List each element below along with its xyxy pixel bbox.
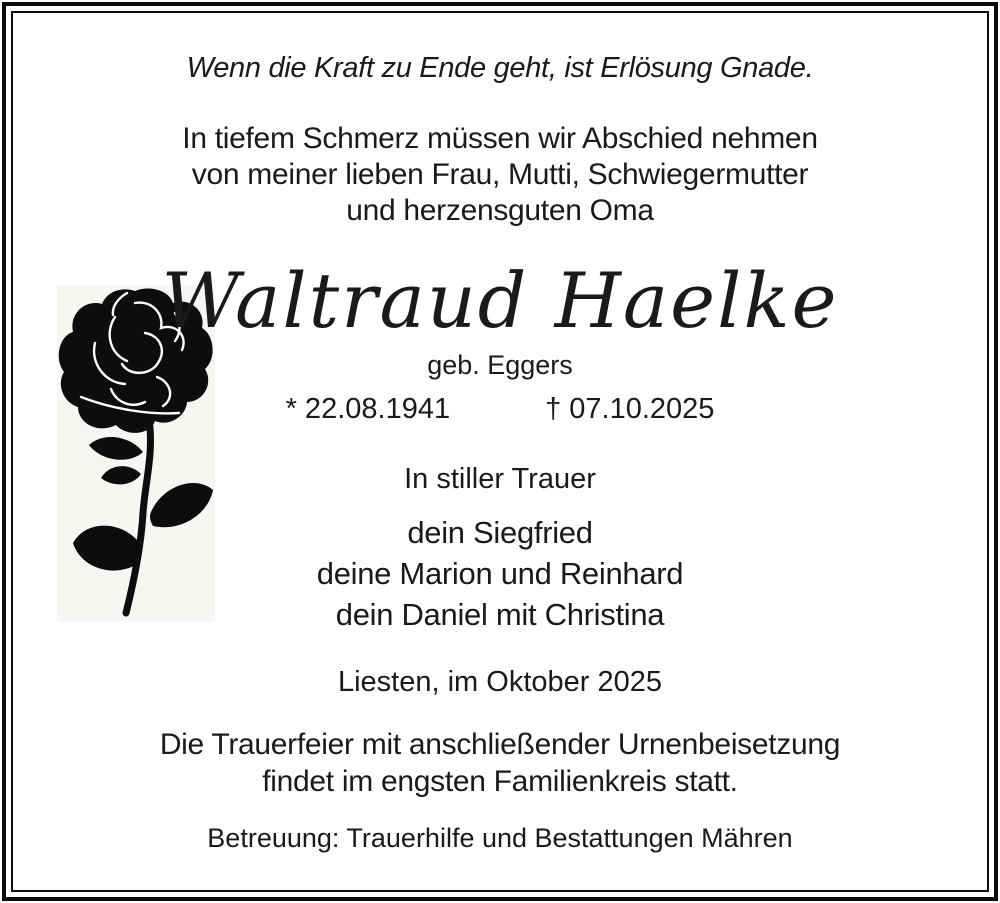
epigraph-quote: Wenn die Kraft zu Ende geht, ist Erlösung Gnade. [186, 52, 814, 84]
death-date: † 07.10.2025 [545, 393, 715, 425]
birth-date: * 22.08.1941 [285, 393, 451, 425]
funeral-line: findet im engsten Familienkreis statt. [262, 765, 738, 798]
place-and-date: Liesten, im Oktober 2025 [337, 666, 662, 698]
maiden-name: geb. Eggers [427, 350, 573, 380]
life-dates [13, 393, 987, 426]
funeral-info [13, 726, 987, 800]
mourning-header: In stiller Trauer [404, 463, 596, 495]
intro-line: von meiner lieben Frau, Mutti, Schwiegermutter [191, 158, 809, 191]
care-provider-line: Betreuung: Trauerhilfe und Bestattungen Mähren [207, 823, 793, 853]
mourner-line: deine Marion und Reinhard [316, 556, 684, 591]
obituary-notice [13, 13, 987, 890]
mourner-line: dein Siegfried [407, 515, 593, 550]
intro-line: und herzensguten Oma [346, 194, 654, 227]
mourners-list [13, 512, 987, 635]
mourner-line: dein Daniel mit Christina [335, 597, 665, 632]
intro-line: In tiefem Schmerz müssen wir Abschied nehmen [182, 122, 818, 155]
intro-paragraph [13, 121, 987, 229]
deceased-name: Waltraud Haelke [161, 256, 839, 345]
funeral-line: Die Trauerfeier mit anschließender Urnenbeisetzung [159, 728, 841, 761]
